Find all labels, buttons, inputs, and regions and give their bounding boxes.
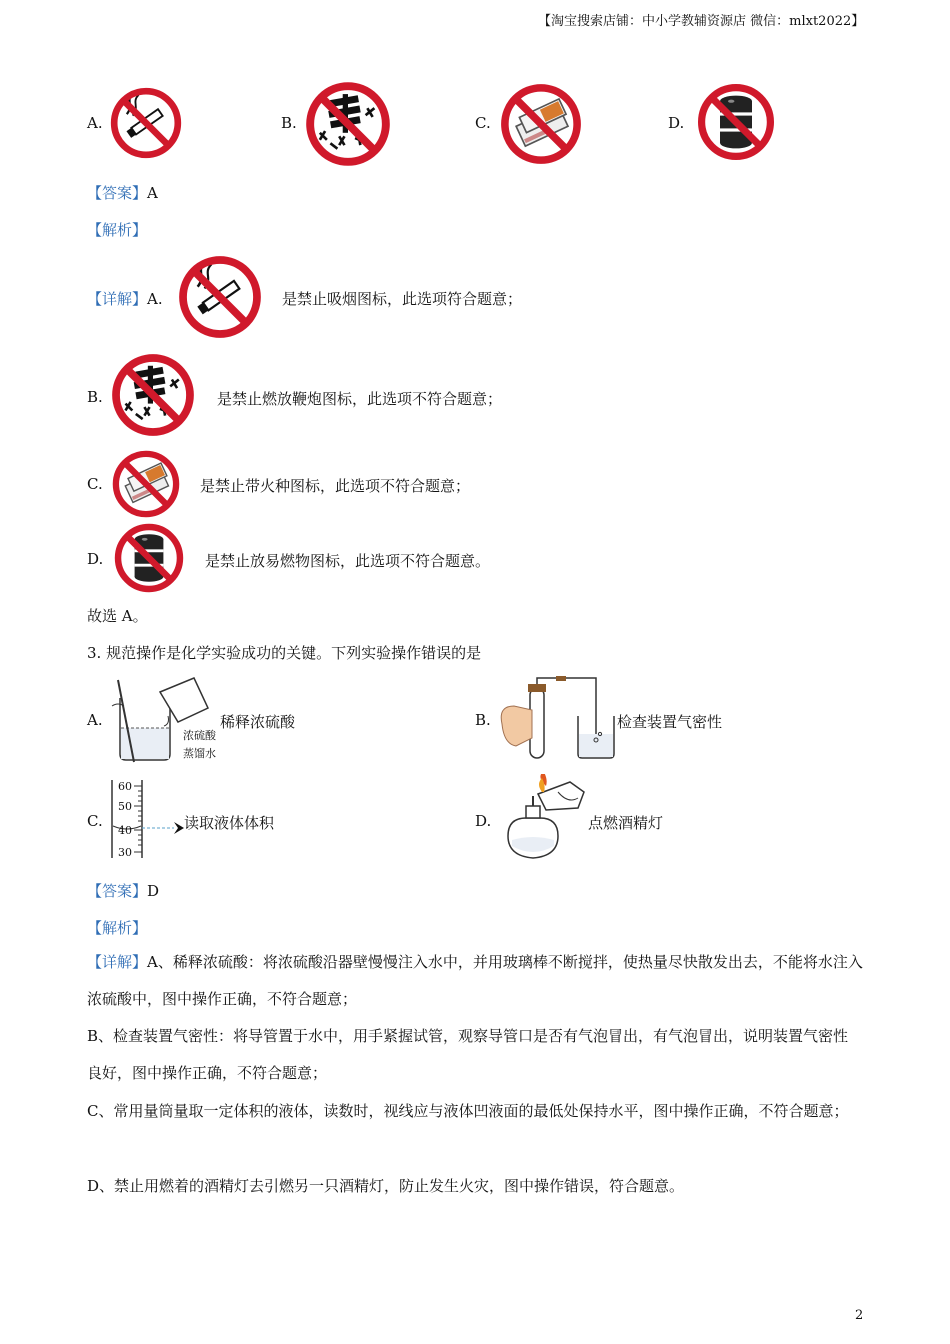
- q3-detail-c: C、常用量筒量取一定体积的液体，读数时，视线应与液体凹液面的最低处保持水平，图中操作正确，不符合题意；: [87, 1102, 849, 1120]
- no-matches-sign-icon: [111, 449, 181, 519]
- q2-conclusion: 故选 A。: [87, 607, 148, 625]
- detail-tag: 【详解】: [87, 290, 148, 308]
- detail-letter: A.: [147, 290, 163, 308]
- no-smoking-sign-icon: [177, 254, 263, 340]
- q2-detail-b-letter: B.: [87, 388, 103, 406]
- no-flammables-sign-icon: [696, 82, 776, 162]
- answer-tag: 【答案】: [87, 184, 148, 202]
- q3-option-b-letter: B.: [475, 711, 491, 729]
- q3-option-a-caption: 稀释浓硫酸: [220, 713, 296, 731]
- dilution-label-water: 蒸馏水: [183, 747, 216, 760]
- q2-detail-a-text: 是禁止吸烟图标，此选项符合题意；: [282, 290, 523, 308]
- q3-option-c-caption: 读取液体体积: [184, 814, 275, 832]
- q2-option-d-letter: D.: [668, 114, 685, 132]
- cylinder-tick-50: 50: [118, 800, 132, 813]
- answer-value: A: [147, 184, 158, 202]
- no-fireworks-sign-icon: [304, 80, 392, 168]
- alcohol-lamp-illustration: [498, 774, 588, 862]
- q3-option-a-letter: A.: [87, 711, 103, 729]
- q3-stem: 3. 规范操作是化学实验成功的关键。下列实验操作错误的是: [87, 644, 482, 662]
- q3-detail-b: B、检查装置气密性：将导管置于水中，用手紧握试管，观察导管口是否有气泡冒出，有气泡冒出，说明装置气密性良好，图中操作正确，不符合题意；: [87, 1027, 849, 1082]
- q3-detail-a: [87, 944, 863, 1018]
- q2-detail-d-text: 是禁止放易燃物图标，此选项不符合题意。: [205, 552, 491, 570]
- no-smoking-sign-icon: [109, 86, 183, 160]
- q2-option-a-letter: A.: [87, 114, 103, 132]
- detail-text: A、稀释浓硫酸：将浓硫酸沿器壁慢慢注入水中，并用玻璃棒不断搅拌，使热量尽快散发出去，不能将水注入浓硫酸中，图中操作正确，不符合题意；: [87, 953, 863, 1008]
- q2-detail-d-letter: D.: [87, 550, 104, 568]
- cylinder-tick-30: 30: [118, 846, 132, 859]
- q2-detail-a-prefix: [87, 288, 163, 309]
- q2-option-b-letter: B.: [281, 114, 297, 132]
- q2-analysis-tag: 【解析】: [87, 221, 148, 239]
- q3-analysis-tag: 【解析】: [87, 919, 148, 937]
- q2-detail-b-text: 是禁止燃放鞭炮图标，此选项不符合题意；: [217, 390, 503, 408]
- q2-option-c-letter: C.: [475, 114, 491, 132]
- page-header: 【淘宝搜索店铺：中小学教辅资源店 微信：mlxt2022】: [538, 14, 865, 29]
- answer-tag: 【答案】: [87, 882, 148, 900]
- q2-detail-c-text: 是禁止带火种图标，此选项不符合题意；: [200, 477, 471, 495]
- page-number: 2: [855, 1308, 864, 1323]
- q3-option-d-caption: 点燃酒精灯: [588, 814, 664, 832]
- dilution-label-acid: 浓硫酸: [183, 729, 216, 742]
- no-fireworks-sign-icon: [110, 352, 196, 438]
- q2-answer: [87, 182, 158, 203]
- answer-value: D: [147, 882, 160, 900]
- detail-tag: 【详解】: [87, 953, 148, 971]
- airtightness-illustration: [496, 676, 616, 766]
- cylinder-tick-60: 60: [118, 780, 132, 793]
- q2-detail-c-letter: C.: [87, 475, 103, 493]
- q3-answer: [87, 880, 159, 901]
- q3-option-c-letter: C.: [87, 812, 103, 830]
- q3-option-b-caption: 检查装置气密性: [617, 713, 723, 731]
- q3-option-d-letter: D.: [475, 812, 492, 830]
- cylinder-tick-40: 40: [118, 824, 132, 837]
- no-flammables-sign-icon: [113, 522, 185, 594]
- q3-detail-d: D、禁止用燃着的酒精灯去引燃另一只酒精灯，防止发生火灾，图中操作错误，符合题意。: [87, 1177, 685, 1195]
- no-matches-sign-icon: [499, 82, 583, 166]
